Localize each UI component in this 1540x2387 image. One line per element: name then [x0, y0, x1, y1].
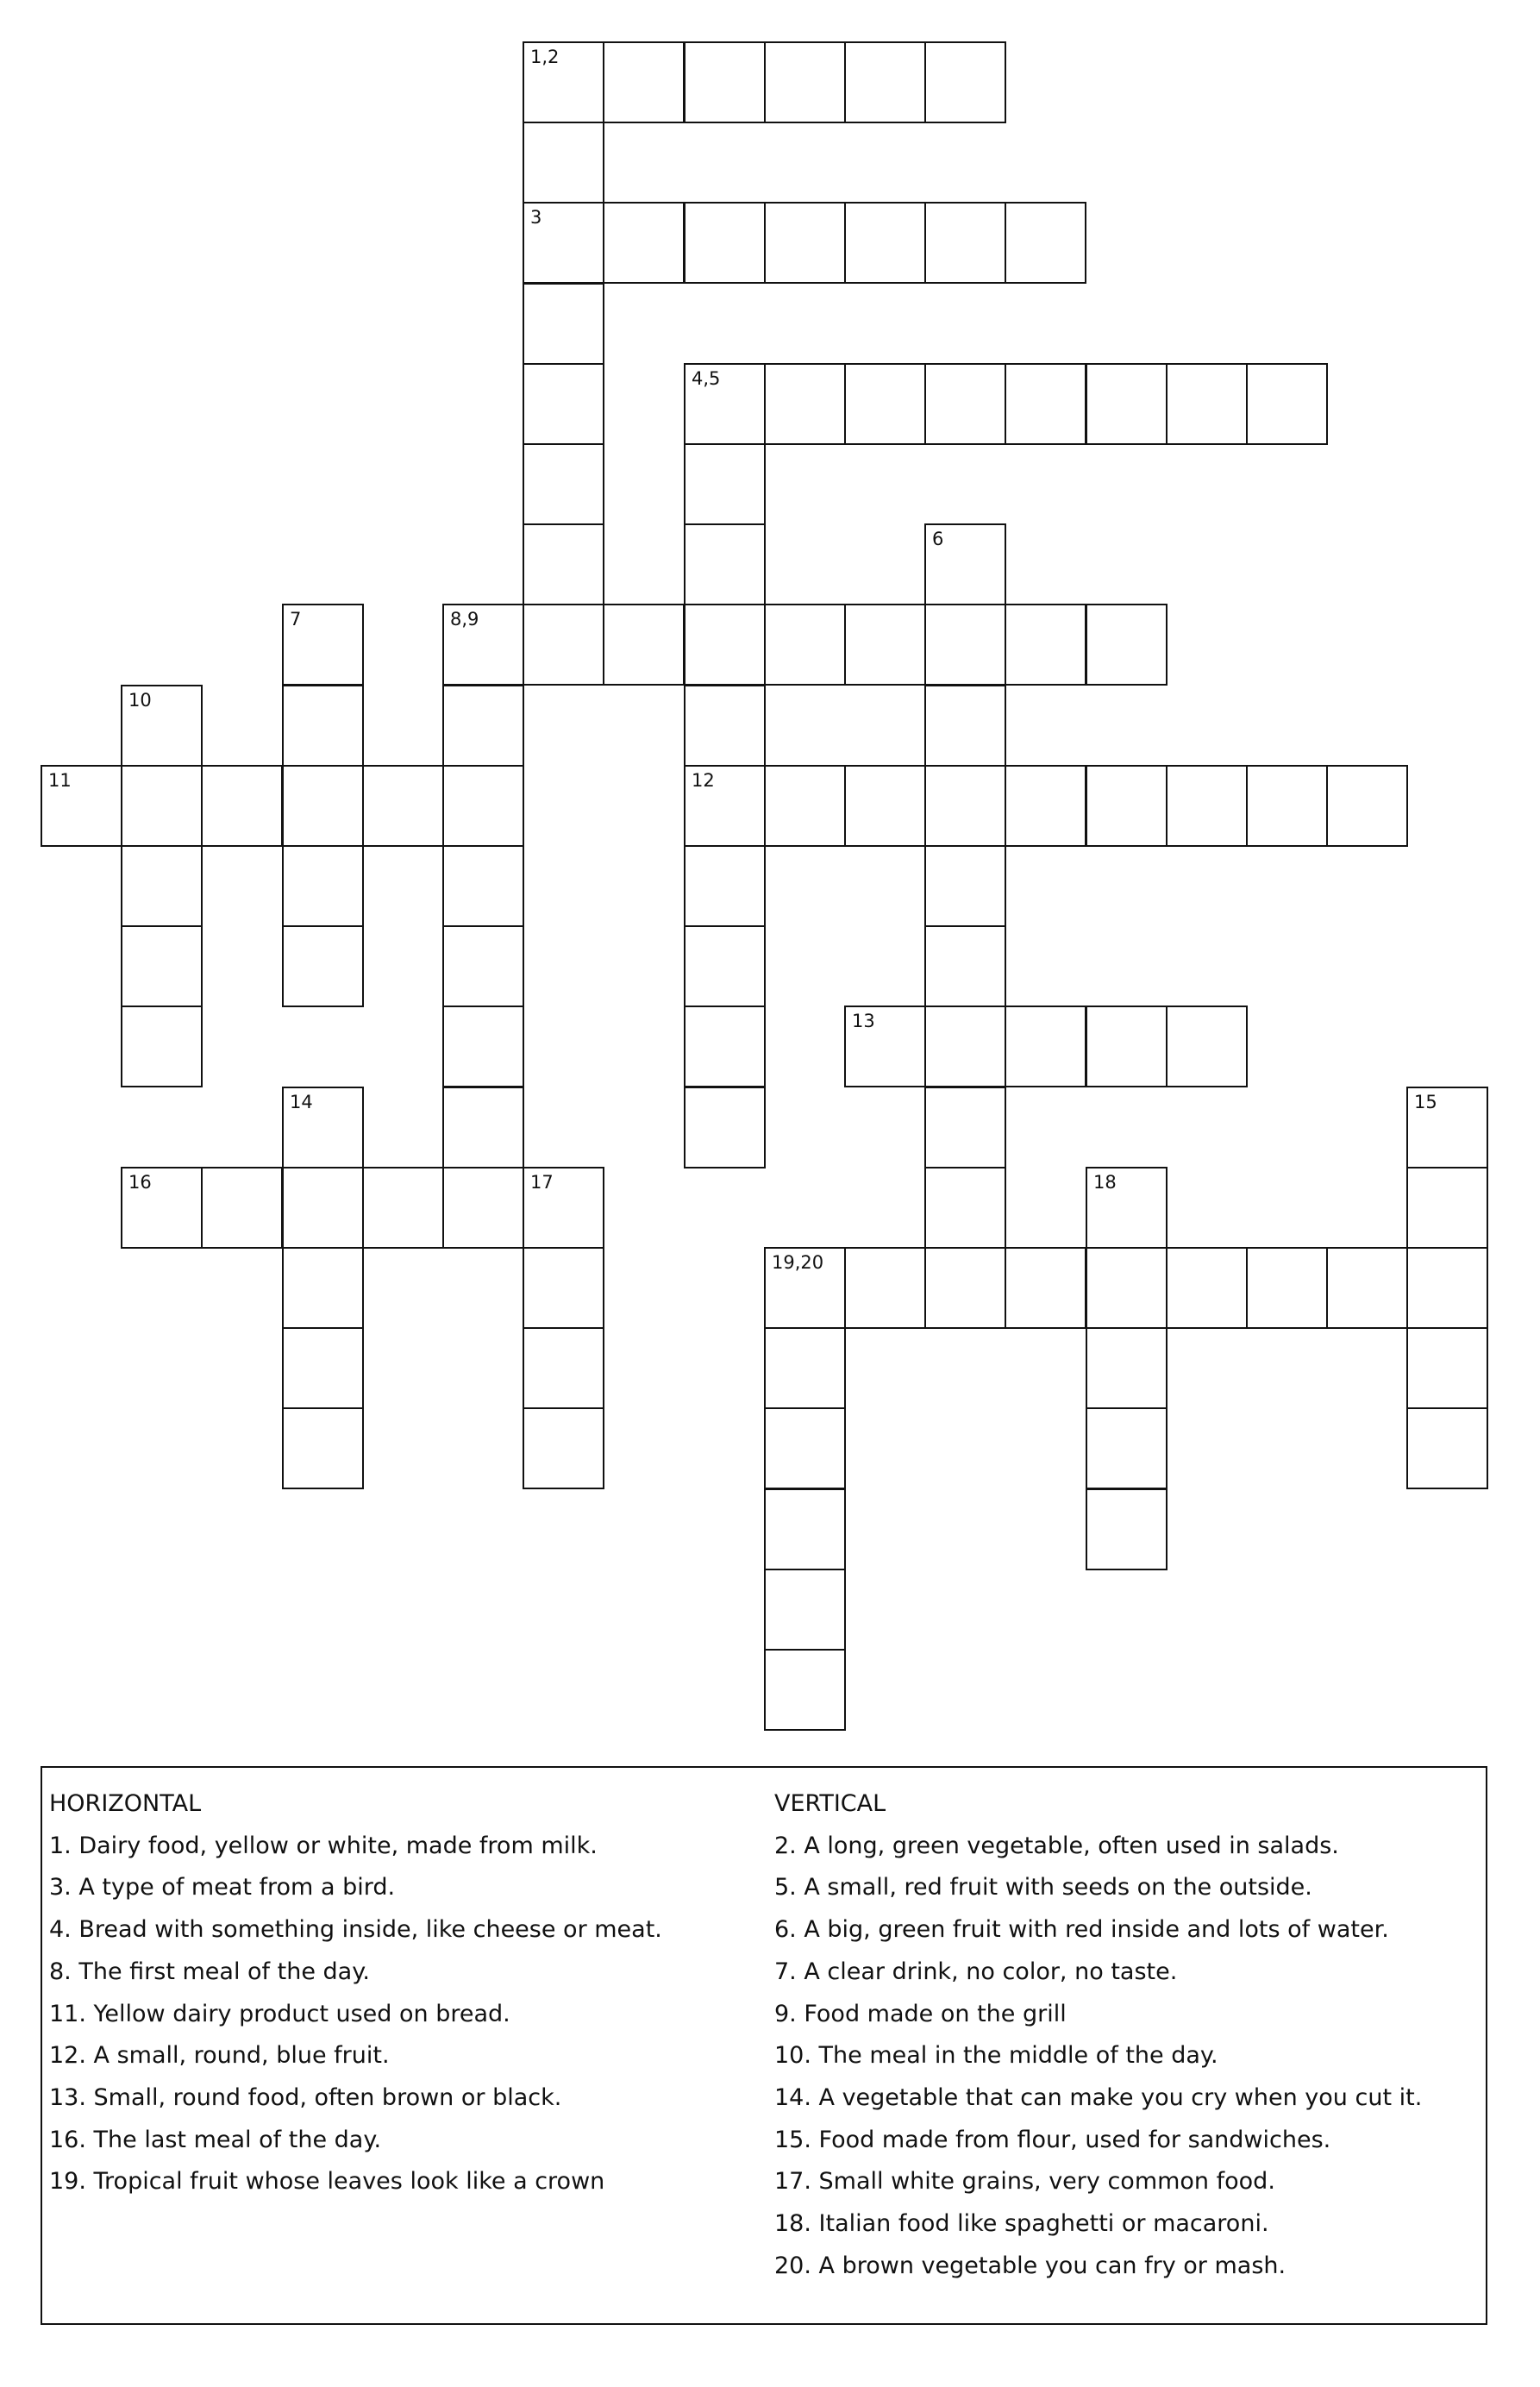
- crossword-cell[interactable]: [764, 1649, 846, 1731]
- crossword-cell[interactable]: [764, 1407, 846, 1489]
- crossword-cell[interactable]: [1326, 1247, 1408, 1329]
- clue-number: 19,20: [772, 1252, 824, 1273]
- crossword-cell[interactable]: [924, 1087, 1006, 1168]
- crossword-cell[interactable]: [282, 604, 364, 686]
- crossword-cell[interactable]: [1326, 765, 1408, 847]
- crossword-cell[interactable]: [1246, 1247, 1328, 1329]
- crossword-cell[interactable]: [924, 925, 1006, 1007]
- crossword-cell[interactable]: [764, 1569, 846, 1651]
- crossword-cell[interactable]: [684, 925, 766, 1007]
- clue-horizontal-13: 13. Small, round food, often brown or black.: [49, 2083, 562, 2111]
- crossword-cell[interactable]: [764, 604, 846, 686]
- crossword-cell[interactable]: [924, 523, 1006, 605]
- crossword-cell[interactable]: [844, 765, 926, 847]
- clue-vertical-5: 5. A small, red fruit with seeds on the outside.: [774, 1874, 1312, 1901]
- clue-vertical-2: 2. A long, green vegetable, often used in salads.: [774, 1832, 1339, 1859]
- crossword-cell[interactable]: [523, 1247, 604, 1329]
- crossword-cell[interactable]: [1246, 363, 1328, 445]
- crossword-cell[interactable]: [523, 363, 604, 445]
- crossword-cell[interactable]: [684, 202, 766, 284]
- crossword-cell[interactable]: [924, 202, 1006, 284]
- clue-number: 11: [48, 770, 72, 791]
- clue-number: 15: [1414, 1092, 1437, 1112]
- clue-vertical-18: 18. Italian food like spaghetti or macaroni.: [774, 2210, 1269, 2238]
- clue-number: 4,5: [692, 368, 721, 389]
- crossword-cell[interactable]: [1086, 765, 1168, 847]
- clue-number: 7: [290, 609, 302, 630]
- crossword-cell[interactable]: [1406, 1327, 1488, 1409]
- crossword-cell[interactable]: [684, 845, 766, 927]
- crossword-cell[interactable]: [1166, 363, 1248, 445]
- horizontal-clues: [49, 1783, 756, 2203]
- crossword-cell[interactable]: [523, 443, 604, 525]
- crossword-cell[interactable]: [282, 845, 364, 927]
- crossword-cell[interactable]: [1086, 363, 1168, 445]
- crossword-cell[interactable]: [121, 1167, 203, 1249]
- crossword-cell[interactable]: [1005, 604, 1086, 686]
- crossword-cell[interactable]: [684, 1087, 766, 1168]
- crossword-cell[interactable]: [603, 202, 685, 284]
- crossword-cell[interactable]: [764, 1327, 846, 1409]
- crossword-cell[interactable]: [523, 283, 604, 365]
- crossword-cell[interactable]: [282, 1407, 364, 1489]
- crossword-cell[interactable]: [41, 765, 122, 847]
- clue-number: 18: [1093, 1172, 1117, 1193]
- crossword-cell[interactable]: [684, 765, 766, 847]
- crossword-cell[interactable]: [844, 1006, 926, 1087]
- crossword-cell[interactable]: [442, 765, 524, 847]
- crossword-cell[interactable]: [684, 363, 766, 445]
- crossword-cell[interactable]: [684, 443, 766, 525]
- crossword-cell[interactable]: [442, 1006, 524, 1087]
- crossword-cell[interactable]: [121, 925, 203, 1007]
- vertical-clues: [774, 1783, 1481, 2287]
- clue-horizontal-19: 19. Tropical fruit whose leaves look like a crown: [49, 2168, 605, 2196]
- vertical-heading: VERTICAL: [774, 1790, 886, 1817]
- crossword-cell[interactable]: [684, 685, 766, 767]
- crossword-cell[interactable]: [282, 925, 364, 1007]
- crossword-cell[interactable]: [442, 845, 524, 927]
- crossword-cell[interactable]: [764, 1488, 846, 1570]
- clue-vertical-17: 17. Small white grains, very common food.: [774, 2168, 1275, 2196]
- clue-vertical-14: 14. A vegetable that can make you cry when you cut it.: [774, 2083, 1423, 2111]
- crossword-cell[interactable]: [1086, 1488, 1168, 1570]
- crossword-cell[interactable]: [924, 604, 1006, 686]
- clue-number: 13: [852, 1011, 875, 1031]
- crossword-cell[interactable]: [844, 41, 926, 123]
- clue-horizontal-12: 12. A small, round, blue fruit.: [49, 2042, 390, 2070]
- clue-number: 8,9: [450, 609, 479, 630]
- crossword-cell[interactable]: [201, 765, 283, 847]
- crossword-cell[interactable]: [442, 925, 524, 1007]
- crossword-cell[interactable]: [684, 604, 766, 686]
- crossword-cell[interactable]: [1166, 1006, 1248, 1087]
- crossword-cell[interactable]: [523, 41, 604, 123]
- crossword-cell[interactable]: [924, 1247, 1006, 1329]
- clue-vertical-7: 7. A clear drink, no color, no taste.: [774, 1958, 1178, 1985]
- clue-vertical-10: 10. The meal in the middle of the day.: [774, 2042, 1218, 2070]
- crossword-cell[interactable]: [523, 1407, 604, 1489]
- crossword-cell[interactable]: [1005, 1006, 1086, 1087]
- crossword-cell[interactable]: [844, 202, 926, 284]
- clue-number: 10: [128, 690, 152, 711]
- crossword-cell[interactable]: [282, 1327, 364, 1409]
- crossword-cell[interactable]: [924, 41, 1006, 123]
- crossword-cell[interactable]: [1166, 1247, 1248, 1329]
- crossword-cell[interactable]: [523, 122, 604, 204]
- crossword-cell[interactable]: [1005, 765, 1086, 847]
- clue-number: 16: [128, 1172, 152, 1193]
- horizontal-heading: HORIZONTAL: [49, 1790, 202, 1817]
- crossword-cell[interactable]: [764, 1247, 846, 1329]
- clue-vertical-9: 9. Food made on the grill: [774, 2000, 1067, 2027]
- crossword-cell[interactable]: [924, 685, 1006, 767]
- crossword-cell[interactable]: [764, 41, 846, 123]
- crossword-cell[interactable]: [121, 685, 203, 767]
- crossword-cell[interactable]: [442, 1087, 524, 1168]
- crossword-cell[interactable]: [844, 1247, 926, 1329]
- crossword-cell[interactable]: [442, 604, 524, 686]
- crossword-cell[interactable]: [1086, 1167, 1168, 1249]
- crossword-cell[interactable]: [1086, 1327, 1168, 1409]
- crossword-cell[interactable]: [764, 202, 846, 284]
- clue-horizontal-3: 3. A type of meat from a bird.: [49, 1874, 396, 1901]
- clue-number: 1,2: [530, 47, 560, 67]
- crossword-cell[interactable]: [684, 523, 766, 605]
- clue-horizontal-4: 4. Bread with something inside, like cheese or meat.: [49, 1916, 662, 1944]
- crossword-cell[interactable]: [924, 845, 1006, 927]
- clue-horizontal-1: 1. Dairy food, yellow or white, made from milk.: [49, 1832, 598, 1859]
- clue-horizontal-11: 11. Yellow dairy product used on bread.: [49, 2000, 510, 2027]
- crossword-cell[interactable]: [282, 1167, 364, 1249]
- clue-horizontal-8: 8. The first meal of the day.: [49, 1958, 370, 1985]
- crossword-cell[interactable]: [844, 604, 926, 686]
- crossword-cell[interactable]: [1406, 1247, 1488, 1329]
- crossword-cell[interactable]: [523, 202, 604, 284]
- crossword-cell[interactable]: [684, 41, 766, 123]
- clue-number: 6: [932, 529, 944, 549]
- clue-vertical-20: 20. A brown vegetable you can fry or mash.: [774, 2252, 1286, 2279]
- crossword-cell[interactable]: [603, 41, 685, 123]
- crossword-cell[interactable]: [1005, 1247, 1086, 1329]
- clue-box: [41, 1766, 1487, 2325]
- crossword-cell[interactable]: [764, 363, 846, 445]
- crossword-cell[interactable]: [844, 363, 926, 445]
- crossword-cell[interactable]: [121, 845, 203, 927]
- clue-number: 14: [290, 1092, 313, 1112]
- crossword-cell[interactable]: [924, 765, 1006, 847]
- clue-horizontal-16: 16. The last meal of the day.: [49, 2126, 382, 2153]
- clue-number: 12: [692, 770, 715, 791]
- crossword-cell[interactable]: [121, 1006, 203, 1087]
- crossword-cell[interactable]: [362, 1167, 444, 1249]
- clue-number: 3: [530, 207, 542, 228]
- crossword-cell[interactable]: [1086, 1407, 1168, 1489]
- crossword-cell[interactable]: [1406, 1087, 1488, 1168]
- crossword-cell[interactable]: [764, 765, 846, 847]
- crossword-cell[interactable]: [523, 1327, 604, 1409]
- crossword-cell[interactable]: [1166, 765, 1248, 847]
- crossword-cell[interactable]: [1406, 1407, 1488, 1489]
- crossword-cell[interactable]: [1086, 604, 1168, 686]
- crossword-cell[interactable]: [282, 1087, 364, 1168]
- crossword-cell[interactable]: [1086, 1247, 1168, 1329]
- crossword-cell[interactable]: [603, 604, 685, 686]
- crossword-cell[interactable]: [282, 765, 364, 847]
- crossword-cell[interactable]: [201, 1167, 283, 1249]
- clue-vertical-6: 6. A big, green fruit with red inside and lots of water.: [774, 1916, 1389, 1944]
- crossword-cell[interactable]: [121, 765, 203, 847]
- crossword-cell[interactable]: [924, 1167, 1006, 1249]
- crossword-cell[interactable]: [523, 604, 604, 686]
- crossword-cell[interactable]: [282, 685, 364, 767]
- clue-vertical-15: 15. Food made from flour, used for sandwiches.: [774, 2126, 1331, 2153]
- crossword-cell[interactable]: [523, 1167, 604, 1249]
- crossword-cell[interactable]: [1246, 765, 1328, 847]
- clue-number: 17: [530, 1172, 554, 1193]
- crossword-cell[interactable]: [442, 1167, 524, 1249]
- crossword-cell[interactable]: [1005, 363, 1086, 445]
- crossword-cell[interactable]: [362, 765, 444, 847]
- crossword-cell[interactable]: [1086, 1006, 1168, 1087]
- crossword-cell[interactable]: [684, 1006, 766, 1087]
- crossword-cell[interactable]: [924, 363, 1006, 445]
- crossword-cell[interactable]: [1406, 1167, 1488, 1249]
- crossword-cell[interactable]: [442, 685, 524, 767]
- crossword-cell[interactable]: [282, 1247, 364, 1329]
- crossword-cell[interactable]: [1005, 202, 1086, 284]
- crossword-cell[interactable]: [523, 523, 604, 605]
- crossword-cell[interactable]: [924, 1006, 1006, 1087]
